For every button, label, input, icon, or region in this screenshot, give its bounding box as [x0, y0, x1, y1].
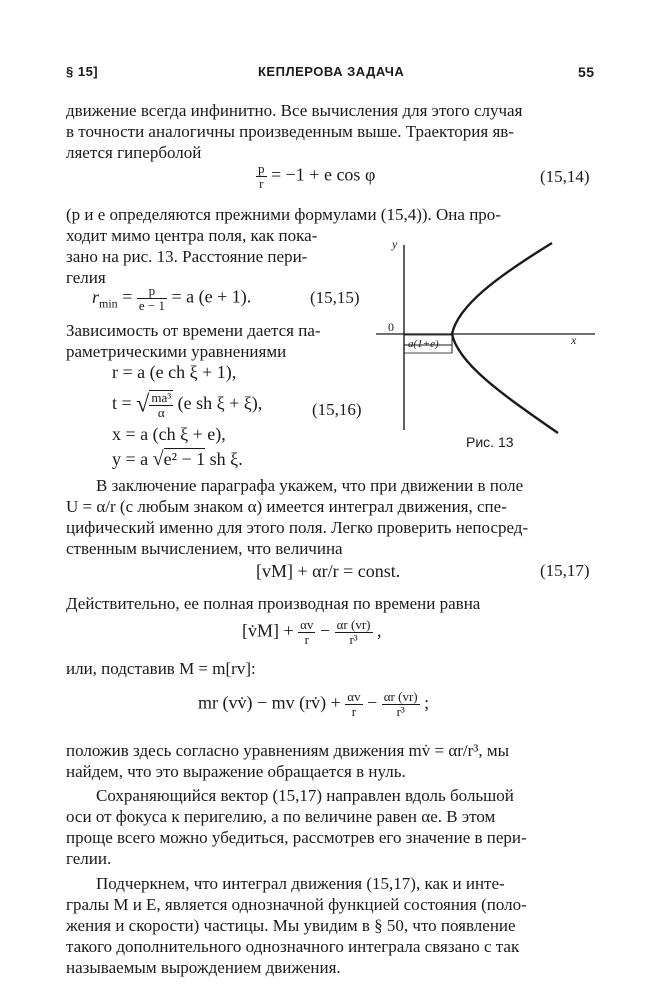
- text-line: в точности аналогичны произведенным выше. Траектория яв-: [66, 122, 514, 141]
- running-title: КЕПЛЕРОВА ЗАДАЧА: [258, 64, 405, 79]
- numerator: αr (vr): [383, 689, 418, 704]
- denominator: r: [259, 176, 264, 191]
- equation-number: (15,17): [540, 561, 590, 580]
- text-line: такого дополнительного однозначного интеграла связано с так: [66, 937, 520, 956]
- text-line: В заключение параграфа укажем, что при движении в поле: [96, 476, 524, 495]
- radicand: e² − 1: [163, 449, 206, 469]
- equation-t: [112, 390, 262, 420]
- denominator: e − 1: [138, 298, 165, 313]
- numerator: αv: [347, 689, 361, 704]
- equation-15-14: [256, 162, 375, 191]
- numerator: p: [258, 161, 265, 176]
- equation-x: x = a (ch ξ + e),: [112, 424, 226, 444]
- text-line: U = α/r (с любым знаком α) имеется интеграл движения, спе-: [66, 497, 507, 516]
- text-line: или, подставив M = m[rv]:: [66, 659, 256, 678]
- text-line: цифический именно для этого поля. Легко проверить непосред-: [66, 518, 529, 537]
- equation-rhs: (e sh ξ + ξ),: [177, 393, 263, 414]
- text-line: движение всегда инфинитно. Все вычисления для этого случая: [66, 101, 523, 120]
- denominator: r: [304, 632, 309, 647]
- fraction: [382, 690, 420, 719]
- fraction: [335, 618, 373, 647]
- text-line: гралы M и E, является однозначной функцией состояния (поло-: [66, 895, 527, 914]
- text-line: (p и e определяются прежними формулами (15,4)). Она про-: [66, 205, 501, 224]
- text-line: ходит мимо центра поля, как пока-: [66, 226, 318, 245]
- numerator: p: [137, 284, 167, 299]
- sqrt-sign: √: [152, 448, 164, 470]
- text-line: ственным вычислением, что величина: [66, 539, 343, 558]
- equation-15-15: [92, 284, 251, 313]
- segment-label: a(1+e): [408, 338, 439, 350]
- minus-sign: −: [319, 620, 331, 641]
- equation-rhs: = a (e + 1).: [171, 286, 252, 307]
- text-line: гелия: [66, 268, 106, 287]
- text-line: Подчеркнем, что интеграл движения (15,17), как и инте-: [96, 874, 505, 893]
- equation-lhs: [v̇M] +: [242, 620, 294, 641]
- text-line: найдем, что это выражение обращается в нуль.: [66, 762, 406, 781]
- text-line: жения и скорости) частицы. Мы увидим в § 50, что появление: [66, 916, 516, 935]
- text-line: раметрическими уравнениями: [66, 342, 287, 361]
- text-line: ляется гиперболой: [66, 143, 202, 162]
- axis-label-y: y: [392, 237, 398, 251]
- numerator: αr (vr): [336, 617, 371, 632]
- text-line: зано на рис. 13. Расстояние пери-: [66, 247, 308, 266]
- text-line: оси от фокуса к перигелию, а по величине равен αe. В этом: [66, 807, 496, 826]
- minus-sign: −: [367, 692, 378, 713]
- equation-number: (15,16): [312, 400, 362, 419]
- text-line: Действительно, ее полная производная по времени равна: [66, 594, 481, 613]
- fraction: [256, 162, 267, 191]
- equation-number: (15,15): [310, 288, 360, 307]
- punctuation: ;: [424, 692, 430, 713]
- text-line: проще всего можно убедиться, рассмотрев его значение в пери-: [66, 828, 527, 847]
- equation-lhs: t =: [112, 393, 132, 414]
- fraction: [149, 390, 173, 420]
- equation-number: (15,14): [540, 167, 590, 186]
- denominator: r: [351, 704, 357, 719]
- denominator: r³: [396, 704, 405, 719]
- fraction: [137, 284, 167, 313]
- r-min: $r_{min}$: [92, 286, 118, 311]
- figure-caption: Рис. 13: [466, 434, 514, 450]
- sqrt-sign: √: [136, 391, 150, 418]
- equals-sign: =: [122, 286, 133, 307]
- axis-label-x: x: [571, 333, 577, 347]
- equation-r: r = a (e ch ξ + 1),: [112, 362, 237, 382]
- figure-13: [370, 235, 600, 455]
- fraction: [345, 690, 362, 719]
- equation-lhs: y = a: [112, 449, 149, 469]
- equation-derivative: [242, 618, 382, 647]
- text-line: положив здесь согласно уравнениям движения mv̇ = αr/r³, мы: [66, 741, 510, 760]
- equation-lhs: mr (vv̇) − mv (rv̇) +: [198, 692, 341, 713]
- text-line: Сохраняющийся вектор (15,17) направлен вдоль большой: [96, 786, 514, 805]
- fraction: [298, 618, 315, 647]
- text-line: называемым вырождением движения.: [66, 958, 341, 977]
- text-line: гелии.: [66, 849, 112, 868]
- equation-substituted: [198, 690, 429, 719]
- hyperbola-curve: [452, 243, 558, 433]
- page-number: 55: [578, 64, 595, 80]
- equation-rhs: sh ξ.: [209, 449, 243, 469]
- equation-y: [112, 448, 243, 471]
- equation-rhs: = −1 + e cos φ: [271, 164, 376, 185]
- section-number: § 15]: [66, 64, 99, 79]
- numerator: ma³: [151, 390, 172, 405]
- numerator: αv: [300, 617, 314, 632]
- denominator: α: [157, 405, 165, 420]
- denominator: r³: [349, 632, 358, 647]
- origin-label: 0: [388, 320, 394, 334]
- equation-15-17: [vM] + αr/r = const.: [256, 561, 401, 581]
- punctuation: ,: [377, 620, 382, 641]
- text-line: Зависимость от времени дается па-: [66, 321, 321, 340]
